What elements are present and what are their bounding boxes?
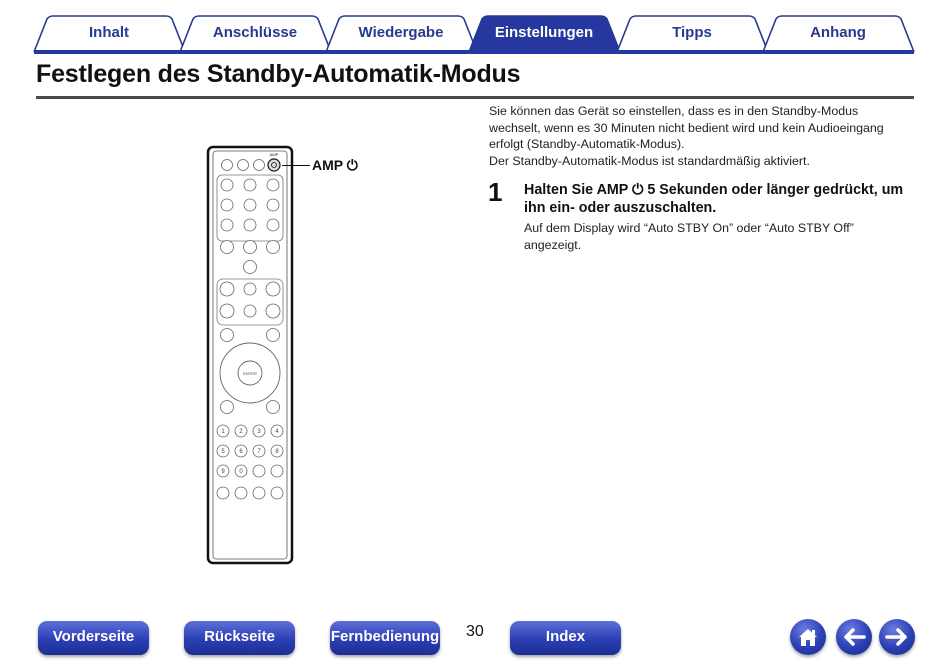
svg-text:3: 3 — [257, 429, 261, 435]
svg-text:0: 0 — [239, 469, 243, 475]
tab-inhalt[interactable]: Inhalt — [89, 24, 129, 41]
step-description: Auf dem Display wird “Auto STBY On” oder “Auto STBY Off” angezeigt. — [524, 221, 854, 252]
tab-anschluesse[interactable]: Anschlüsse — [212, 24, 298, 41]
index-button[interactable]: Index — [510, 621, 621, 655]
svg-text:6: 6 — [239, 449, 243, 455]
remote-control-illustration — [205, 145, 295, 570]
step-number: 1 — [488, 177, 503, 207]
title-divider — [36, 96, 914, 99]
enter-label: ENTER — [243, 371, 257, 376]
svg-text:9: 9 — [221, 469, 225, 475]
back-button[interactable] — [836, 619, 872, 655]
home-icon — [790, 619, 826, 655]
chapter-tabs — [0, 0, 950, 56]
arrow-left-icon — [836, 619, 872, 655]
home-button[interactable] — [790, 619, 826, 655]
svg-text:8: 8 — [275, 449, 279, 455]
tab-anhang[interactable]: Anhang — [810, 24, 866, 41]
remote-icon — [205, 145, 295, 565]
svg-text:5: 5 — [221, 449, 225, 455]
remote-control-button[interactable]: Fernbedienung — [330, 621, 440, 655]
step-heading: Halten Sie AMP ⏻ 5 Sekunden oder länger gedrückt, um ihn ein- oder auszuschalten. — [524, 182, 904, 216]
rear-panel-button[interactable]: Rückseite — [184, 621, 295, 655]
forward-button[interactable] — [879, 619, 915, 655]
tab-einstellungen[interactable]: Einstellungen — [494, 24, 594, 41]
svg-text:1: 1 — [221, 429, 225, 435]
amp-label: AMP — [269, 152, 279, 157]
svg-text:4: 4 — [275, 429, 279, 435]
tab-tipps[interactable]: Tipps — [672, 24, 712, 41]
tab-wiedergabe[interactable]: Wiedergabe — [358, 24, 444, 41]
intro-paragraph-2: Der Standby-Automatik-Modus ist standardmäßig aktiviert. — [489, 153, 810, 168]
amp-callout-line — [282, 165, 310, 166]
page-number: 30 — [466, 623, 484, 640]
front-panel-button[interactable]: Vorderseite — [38, 621, 149, 655]
svg-text:7: 7 — [257, 449, 261, 455]
svg-text:2: 2 — [239, 429, 243, 435]
arrow-right-icon — [879, 619, 915, 655]
intro-text — [489, 103, 909, 169]
page-title: Festlegen des Standby-Automatik-Modus — [36, 60, 521, 88]
intro-paragraph-1: Sie können das Gerät so einstellen, dass es in den Standby-Modus wechselt, wenn es 30 Minuten nicht bedient wird und kein Audioeingang erfolgt (Standby-Automatik-Modus). — [489, 104, 884, 151]
amp-callout-label: AMP ⏻ — [312, 157, 358, 173]
